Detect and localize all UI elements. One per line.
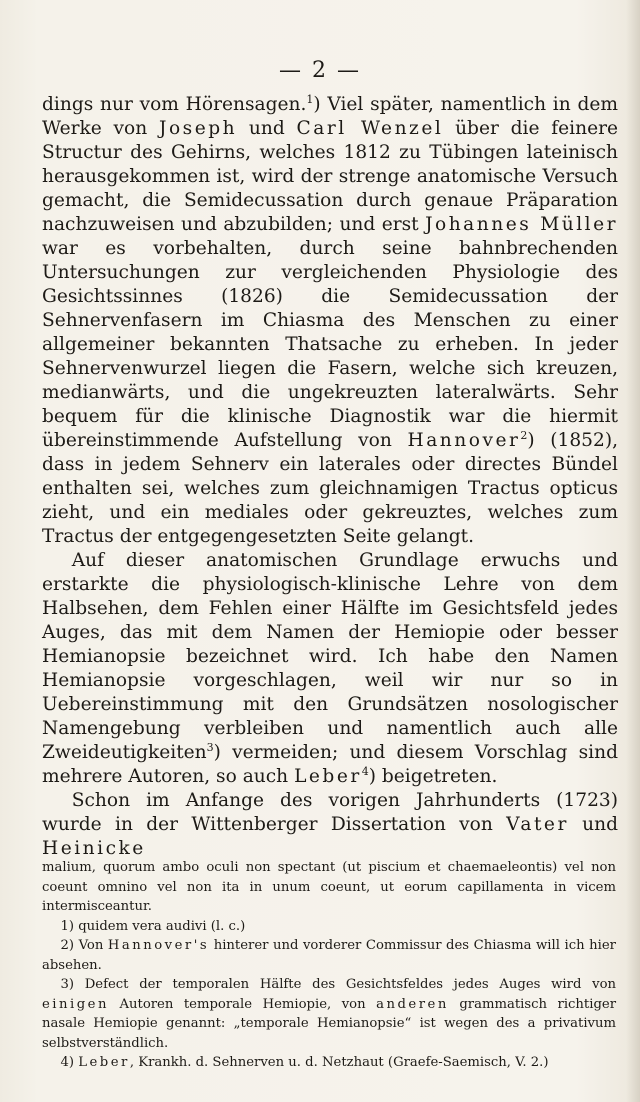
text-run: 4) [60, 1055, 79, 1070]
text-run: und [568, 814, 618, 835]
paragraph-2 [42, 549, 618, 789]
page-number: — 2 — [279, 58, 361, 83]
text-run: hinterer und vorderer Commissur des Chiasma will ich hier absehen. [42, 938, 616, 973]
author-name: Hannover [407, 430, 521, 451]
footnote-ref-1[interactable]: 1 [306, 92, 314, 106]
emphasis: einigen [42, 996, 109, 1012]
paragraph-3 [42, 789, 618, 861]
footnote-ref-2[interactable]: 2 [520, 428, 528, 442]
footnote-ref-3[interactable]: 3 [206, 740, 214, 754]
footnote-1: 1) quidem vera audivi (l. c.) [60, 918, 246, 934]
footnote-3 [42, 975, 616, 1053]
text-run: 2) Von [60, 938, 108, 953]
paragraph-1 [42, 93, 618, 549]
text-run: über die feinere Structur des Gehirns, welches 1812 zu Tübingen lateinisch herausgekommen ist, wird der strenge anatomische Versuch gemacht, die Semidecussation durch genaue Präparation nachzuweisen und abzubilden; und erst [42, 118, 618, 235]
text-run: dings nur vom Hörensagen. [42, 94, 307, 115]
page-gutter-shadow [626, 0, 640, 1102]
footnote-2 [42, 936, 616, 975]
text-run: ) beigetreten. [368, 766, 498, 787]
author-name: Hannover's [107, 938, 210, 953]
footnote-4 [42, 1053, 616, 1073]
text-run: ) vermeiden; und diesem Vorschlag sind mehrere Autoren, so auch [42, 742, 618, 787]
footnote-continuation: malium, quorum ambo oculi non spectant (ut piscium et chaemaeleontis) vel non coeunt omnino vel non ita in unum coeunt, ut eorum capillamenta in vicem intermisceantur. [42, 860, 616, 914]
author-name: Leber [294, 766, 362, 787]
footnote-ref-4[interactable]: 4 [361, 764, 369, 778]
author-name: Carl Wenzel [296, 118, 444, 139]
text-run: grammatisch richtiger nasale Hemiopie genannt: „temporale Hemianopsie“ ist wegen des a privativum selbstverständlich. [42, 996, 616, 1051]
text-run: und [237, 118, 297, 139]
text-run: war es vorbehalten, durch seine bahnbrechenden Untersuchungen zur vergleichenden Physiologie des Gesichtssinnes (1826) die Semidecussation der Sehnervenfasern im Chiasma des Menschen zu einer allgemeiner bekannten Thatsache zu erheben. In jeder Sehnervenwurzel liegen die Fasern, welche sich kreuzen, medianwärts, und die ungekreuzten lateralwärts. Sehr bequem für die klinische Diagnostik war die hiermit übereinstimmende Aufstellung von [42, 238, 618, 451]
text-run: 3) Defect der temporalen Hälfte des Gesichtsfeldes jedes Auges wird von [60, 977, 616, 992]
main-text [42, 93, 618, 861]
text-run: Schon im Anfange des vorigen Jahrhunderts (1723) wurde in der Wittenberger Dissertation von [42, 790, 618, 835]
text-run: , Krankh. d. Sehnerven u. d. Netzhaut (Graefe-Saemisch, V. 2.) [129, 1055, 549, 1070]
author-name: Leber [78, 1055, 130, 1070]
author-name: Joseph [159, 118, 238, 139]
text-run: ) Viel später, namentlich in dem Werke von [42, 94, 618, 139]
text-run: Autoren temporale Hemiopie, von [108, 996, 377, 1012]
author-name: Heinicke [42, 838, 146, 859]
text-run: Auf dieser anatomischen Grundlage erwuchs und erstarkte die physiologisch-klinische Lehre von dem Halbsehen, dem Fehlen einer Hälfte im Gesichtsfeld jedes Auges, das mit dem Namen der Hemiopie oder besser Hemianopsie bezeichnet wird. Ich habe den Namen Hemianopsie vorgeschlagen, weil wir nur so in Uebereinstimmung mit den Grundsätzen nosologischer Namengebung verbleiben und namentlich auch alle Zweideutigkeiten [42, 550, 618, 763]
author-name: Vater [506, 814, 569, 835]
text-run: ) (1852), dass in jedem Sehnerv ein laterales oder directes Bündel enthalten sei, welches zum gleichnamigen Tractus opticus zieht, und ein mediales oder gekreuztes, welches zum Tractus der entgegengesetzten Seite gelangt. [42, 430, 618, 547]
footnotes [42, 858, 616, 1073]
author-name: Johannes Müller [425, 214, 618, 235]
emphasis: anderen [376, 996, 449, 1012]
